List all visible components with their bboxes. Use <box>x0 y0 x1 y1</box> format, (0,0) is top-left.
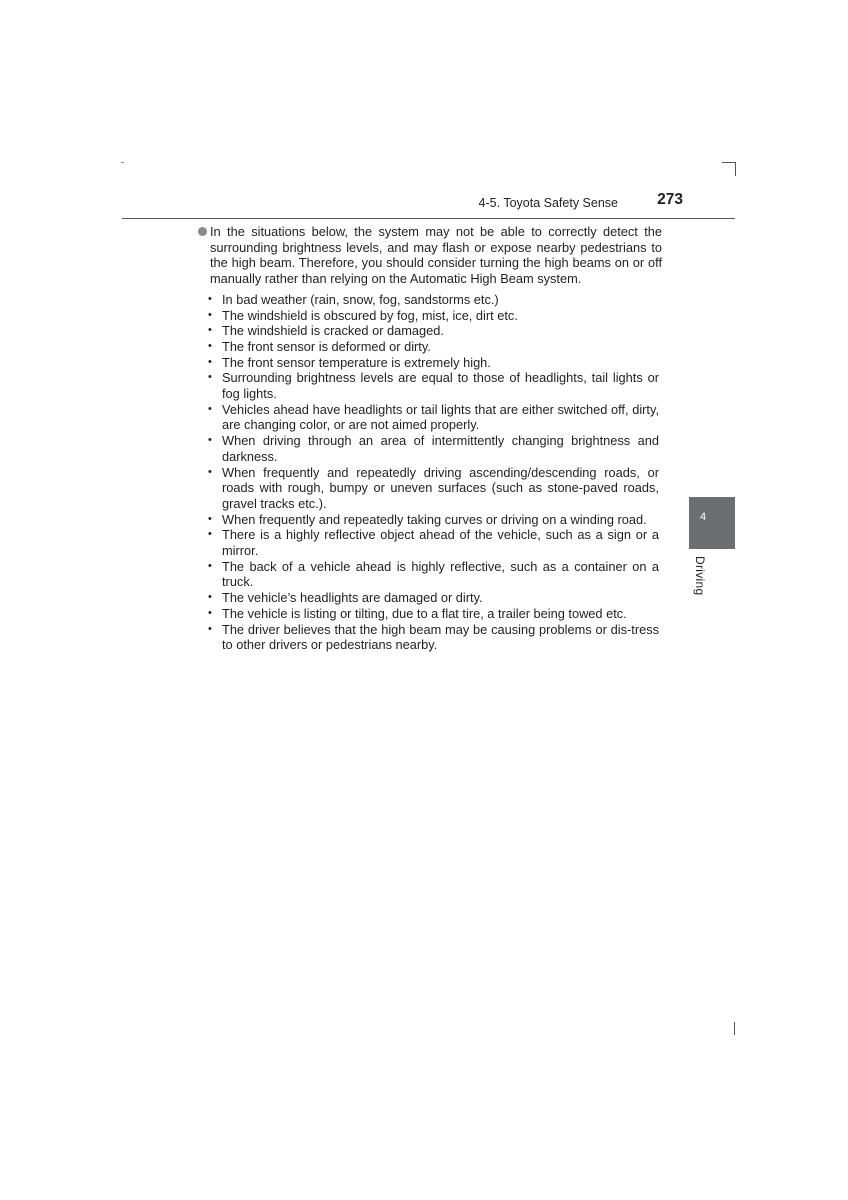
page-content <box>198 224 662 653</box>
page-number: 273 <box>657 191 683 208</box>
chapter-label: Driving <box>693 556 707 596</box>
circle-bullet-icon <box>198 227 207 236</box>
list-item: • There is a highly reflective object ahead of the vehicle, such as a sign or a mirror. <box>198 527 662 558</box>
list-item: • The windshield is obscured by fog, mist, ice, dirt etc. <box>198 308 662 324</box>
crop-mark-top-right <box>722 162 736 176</box>
intro-text: In the situations below, the system may not be able to correctly detect the surrounding brightness levels, and may flash or expose nearby pedestrians to the high beam. Therefore, you should consider turning the high beams on or off manually rather than relying on the Automatic High Beam system. <box>210 224 662 287</box>
list-item: • The front sensor temperature is extremely high. <box>198 355 662 371</box>
intro-paragraph <box>198 224 662 287</box>
list-item: • When driving through an area of intermittently changing brightness and darkness. <box>198 433 662 464</box>
list-item: • In bad weather (rain, snow, fog, sandstorms etc.) <box>198 292 662 308</box>
list-item: • The front sensor is deformed or dirty. <box>198 339 662 355</box>
chapter-number: 4 <box>700 511 707 523</box>
chapter-tab <box>689 497 735 549</box>
situation-list <box>198 292 662 653</box>
section-title: 4-5. Toyota Safety Sense <box>478 196 618 210</box>
list-item: • When frequently and repeatedly taking curves or driving on a winding road. <box>198 512 662 528</box>
list-item: • The back of a vehicle ahead is highly reflective, such as a container on a truck. <box>198 559 662 590</box>
list-item: • The vehicle’s headlights are damaged or dirty. <box>198 590 662 606</box>
crop-mark-bottom-right <box>734 1022 735 1035</box>
crop-mark-top-left <box>121 162 124 163</box>
list-item: • Surrounding brightness levels are equal to those of headlights, tail lights or fog lights. <box>198 370 662 401</box>
page-header <box>122 186 735 219</box>
list-item: • When frequently and repeatedly driving ascending/descending roads, or roads with rough, bumpy or uneven surfaces (such as stone-paved roads, gravel tracks etc.). <box>198 465 662 512</box>
list-item: • The vehicle is listing or tilting, due to a flat tire, a trailer being towed etc. <box>198 606 662 622</box>
list-item: • The driver believes that the high beam may be causing problems or dis-tress to other drivers or pedestrians nearby. <box>198 622 662 653</box>
list-item: • The windshield is cracked or damaged. <box>198 323 662 339</box>
list-item: • Vehicles ahead have headlights or tail lights that are either switched off, dirty, are changing color, or are not aimed properly. <box>198 402 662 433</box>
